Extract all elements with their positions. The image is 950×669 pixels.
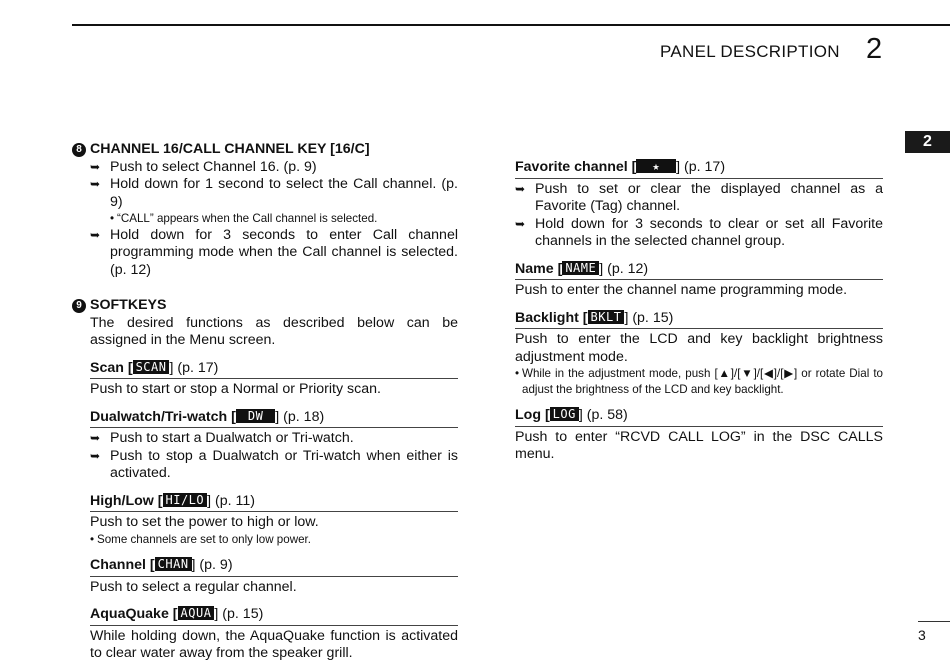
list-item: ➥ Push to select Channel 16. (p. 9): [90, 158, 317, 175]
highlow-key-heading: High/Low [ HI/LO ] (p. 11): [90, 493, 458, 513]
arrow-bullet-icon: ➥: [515, 216, 526, 231]
footer-rule: [918, 621, 950, 622]
section-9-number-badge: 9: [72, 299, 86, 313]
section-title: PANEL DESCRIPTION: [660, 42, 840, 61]
section-9-title: SOFTKEYS: [90, 297, 167, 313]
section-8-body: [72, 159, 458, 280]
page-number: 3: [918, 627, 926, 643]
channel-key-heading: Channel [ CHAN ] (p. 9): [90, 557, 458, 577]
highlow-description: Push to set the power to high or low.: [90, 514, 319, 530]
hilo-lcd-icon: HI/LO: [163, 493, 208, 507]
section-8-number-badge: 8: [72, 143, 86, 157]
chapter-tab: 2: [905, 131, 950, 153]
scan-key-heading: Scan [ SCAN ] (p. 17): [90, 360, 458, 380]
arrow-bullet-icon: ➥: [90, 159, 101, 174]
dw-lcd-icon: DW: [236, 409, 275, 423]
note: • While in the adjustment mode, push [▲]/[▼]/[◀]/[▶] or rotate Dial to adjust the brightness of the LCD and key backlight.: [515, 367, 883, 396]
section-9-intro: The desired functions as described below can be assigned in the Menu screen.: [90, 314, 458, 348]
log-key-heading: Log [ LOG ] (p. 58): [515, 407, 883, 427]
aquaquake-description: While holding down, the AquaQuake function is activated to clear water away from the speaker grill.: [90, 627, 458, 661]
section-9-heading: [72, 297, 458, 315]
name-lcd-icon: NAME: [562, 261, 599, 275]
arrow-bullet-icon: ➥: [515, 181, 526, 196]
bullet-icon: •: [90, 532, 95, 546]
bullet-icon: •: [515, 367, 520, 380]
note: • “CALL” appears when the Call channel is selected.: [110, 212, 378, 225]
section-8-heading: [72, 141, 458, 159]
arrow-bullet-icon: ➥: [90, 227, 101, 242]
scan-lcd-icon: SCAN: [133, 360, 170, 374]
chan-lcd-icon: CHAN: [155, 557, 192, 571]
backlight-key-heading: Backlight [ BKLT ] (p. 15): [515, 310, 883, 330]
arrow-bullet-icon: ➥: [90, 177, 101, 191]
list-item: ➥ Push to stop a Dualwatch or Tri-watch when either is activated.: [90, 447, 458, 481]
log-description: Push to enter “RCVD CALL LOG” in the DSC CALLS menu.: [515, 428, 883, 462]
section-8-title: CHANNEL 16/CALL CHANNEL KEY [16/C]: [90, 141, 370, 157]
bullet-icon: •: [110, 212, 115, 225]
dualwatch-key-heading: Dualwatch/Tri-watch [ DW ] (p. 18): [90, 409, 458, 429]
channel-description: Push to select a regular channel.: [90, 578, 297, 595]
header-rule: [72, 24, 950, 26]
aquaquake-key-heading: AquaQuake [ AQUA ] (p. 15): [90, 606, 458, 626]
scan-description: Push to start or stop a Normal or Priority scan.: [90, 381, 381, 397]
bklt-lcd-icon: BKLT: [588, 310, 625, 324]
backlight-description: Push to enter the LCD and key backlight brightness adjustment mode.: [515, 331, 883, 365]
right-column: [515, 159, 883, 464]
favorite-key-heading: Favorite channel [ ★ ] (p. 17): [515, 159, 883, 179]
name-description: Push to enter the channel name programming mode.: [515, 282, 848, 298]
chapter-number: 2: [866, 33, 883, 65]
list-item: ➥ Push to set or clear the displayed channel as a Favorite (Tag) channel.: [515, 180, 883, 214]
note: • Some channels are set to only low power.: [90, 532, 311, 546]
star-lcd-icon: ★: [636, 159, 676, 173]
section-9-body: [72, 315, 458, 663]
list-item: ➥ Push to start a Dualwatch or Tri-watch.: [90, 430, 354, 446]
aqua-lcd-icon: AQUA: [178, 606, 215, 620]
arrow-bullet-icon: ➥: [90, 448, 101, 463]
left-column: [72, 141, 458, 663]
log-lcd-icon: LOG: [550, 407, 579, 421]
name-key-heading: Name [ NAME ] (p. 12): [515, 261, 883, 281]
arrow-bullet-icon: ➥: [90, 431, 101, 445]
list-item: ➥ Hold down for 1 second to select the Call channel. (p. 9): [90, 176, 458, 210]
list-item: ➥ Hold down for 3 seconds to enter Call channel programming mode when the Call channel is selected. (p. 12): [90, 226, 458, 278]
list-item: ➥ Hold down for 3 seconds to clear or set all Favorite channels in the selected channel group.: [515, 215, 883, 249]
